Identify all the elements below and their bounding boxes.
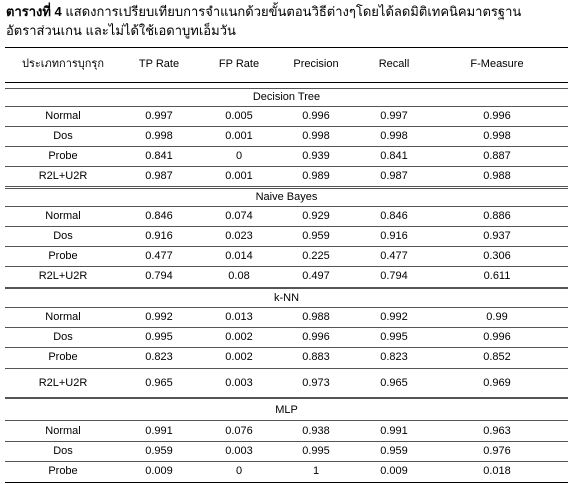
column-header: Precision [293,58,339,70]
table-cell: 0.074 [225,210,253,222]
row-label: Probe [48,150,78,162]
table-cell: 0.995 [302,445,330,457]
table-rule [5,206,568,207]
row-label: R2L+U2R [38,377,88,389]
table-cell: 0.497 [302,270,330,282]
table-cell: 0.991 [380,425,408,437]
table-cell: 0.99 [486,311,508,323]
row-label: Normal [45,110,81,122]
table-cell: 0.965 [145,377,173,389]
table-cell: 0.841 [380,150,408,162]
table-cell: 0.988 [302,311,330,323]
table-rule [5,186,568,187]
table-cell: 0.997 [145,110,173,122]
table-cell: 0.014 [225,250,253,262]
table-cell: 0.001 [225,170,253,182]
table-cell: 0.937 [483,230,511,242]
row-label: Normal [45,311,81,323]
table-rule [5,398,568,399]
table-cell: 0.973 [302,377,330,389]
table-cell: 0.939 [302,150,330,162]
table-cell: 0 [235,150,243,162]
table-rule [5,246,568,247]
table-cell: 0.998 [380,130,408,142]
table-cell: 0.987 [380,170,408,182]
table-cell: 0.997 [380,110,408,122]
table-cell: 0.001 [225,130,253,142]
table-cell: 0.005 [225,110,253,122]
table-rule [5,106,568,107]
table-caption [6,2,571,40]
table-cell: 0.887 [483,150,511,162]
table-cell: 0.976 [483,445,511,457]
table-rule [5,88,568,89]
table-rule [5,307,568,308]
table-cell: 0.852 [483,351,511,363]
table-cell: 0.998 [483,130,511,142]
table-rule [5,226,568,227]
table-cell: 0.846 [380,210,408,222]
table-cell: 0.886 [483,210,511,222]
table-rule [5,461,568,462]
table-rule [5,266,568,267]
table-cell: 0.08 [228,270,250,282]
row-label: Dos [53,230,73,242]
row-label: R2L+U2R [38,170,88,182]
table-cell: 0.996 [302,110,330,122]
table-cell: 0.963 [483,425,511,437]
table-cell: 0.225 [302,250,330,262]
table-cell: 0.823 [380,351,408,363]
row-label: Dos [53,130,73,142]
table-cell: 0.794 [145,270,173,282]
table-cell: 1 [312,465,320,477]
table-cell: 0.988 [483,170,511,182]
section-title: MLP [275,404,298,416]
table-cell: 0.477 [145,250,173,262]
table-cell: 0.991 [145,425,173,437]
table-cell: 0.998 [302,130,330,142]
row-label: Normal [45,425,81,437]
table-cell: 0.996 [483,331,511,343]
row-label: Dos [53,445,73,457]
table-cell: 0.995 [380,331,408,343]
table-rule [5,368,568,369]
table-cell: 0.009 [145,465,173,477]
column-header: FP Rate [218,58,260,70]
table-cell: 0.929 [302,210,330,222]
table-cell: 0.003 [225,445,253,457]
table-cell: 0.013 [225,311,253,323]
table-cell: 0.989 [302,170,330,182]
section-title: k-NN [273,292,300,304]
table-rule [5,188,568,189]
table-cell: 0.995 [145,331,173,343]
table-rule [5,166,568,167]
table-cell: 0.965 [380,377,408,389]
table-cell: 0.306 [483,250,511,262]
table-cell: 0 [235,465,243,477]
table-cell: 0.938 [302,425,330,437]
table-rule [5,47,568,48]
table-cell: 0.002 [225,351,253,363]
table-cell: 0.959 [380,445,408,457]
row-label: Probe [48,465,78,477]
table-cell: 0.477 [380,250,408,262]
table-rule [5,420,568,421]
table-cell: 0.996 [302,331,330,343]
table-cell: 0.992 [145,311,173,323]
table-rule [5,482,568,483]
table-cell: 0.841 [145,150,173,162]
section-title: Decision Tree [252,91,321,103]
row-label: Dos [53,331,73,343]
section-title: Naive Bayes [255,191,318,203]
table-cell: 0.003 [225,377,253,389]
table-cell: 0.018 [483,465,511,477]
caption-text: แสดงการเปรียบเทียบการจำแนกด้วยขั้นตอนวิธีต่างๆโดยได้ลดมิติเทคนิคมาตรฐานอัตราส่วนเกน และไม่ได้ใช้เอดาบูทเอ็มวัน [6,4,522,38]
table-cell: 0.823 [145,351,173,363]
table-cell: 0.959 [302,230,330,242]
table-cell: 0.846 [145,210,173,222]
table-cell: 0.992 [380,311,408,323]
table-cell: 0.794 [380,270,408,282]
row-label: Probe [48,250,78,262]
column-header: TP Rate [138,58,180,70]
table-cell: 0.009 [380,465,408,477]
table-rule [5,146,568,147]
table-rule [5,288,568,289]
table-cell: 0.916 [380,230,408,242]
caption-label: ตารางที่ 4 [6,4,62,19]
table-cell: 0.023 [225,230,253,242]
table-cell: 0.998 [145,130,173,142]
table-cell: 0.996 [483,110,511,122]
row-label: Probe [48,351,78,363]
table-rule [5,327,568,328]
column-header: ประเภทการบุกรุก [21,58,105,70]
table-cell: 0.076 [225,425,253,437]
table-cell: 0.002 [225,331,253,343]
column-header: F-Measure [470,58,524,70]
row-label: Normal [45,210,81,222]
table-rule [5,347,568,348]
table-rule [5,441,568,442]
table-cell: 0.611 [483,270,511,282]
table-cell: 0.969 [483,377,511,389]
table-cell: 0.959 [145,445,173,457]
table-rule [5,82,568,83]
column-header: Recall [378,58,410,70]
table-rule [5,126,568,127]
table-cell: 0.916 [145,230,173,242]
row-label: R2L+U2R [38,270,88,282]
table-cell: 0.883 [302,351,330,363]
table-cell: 0.987 [145,170,173,182]
